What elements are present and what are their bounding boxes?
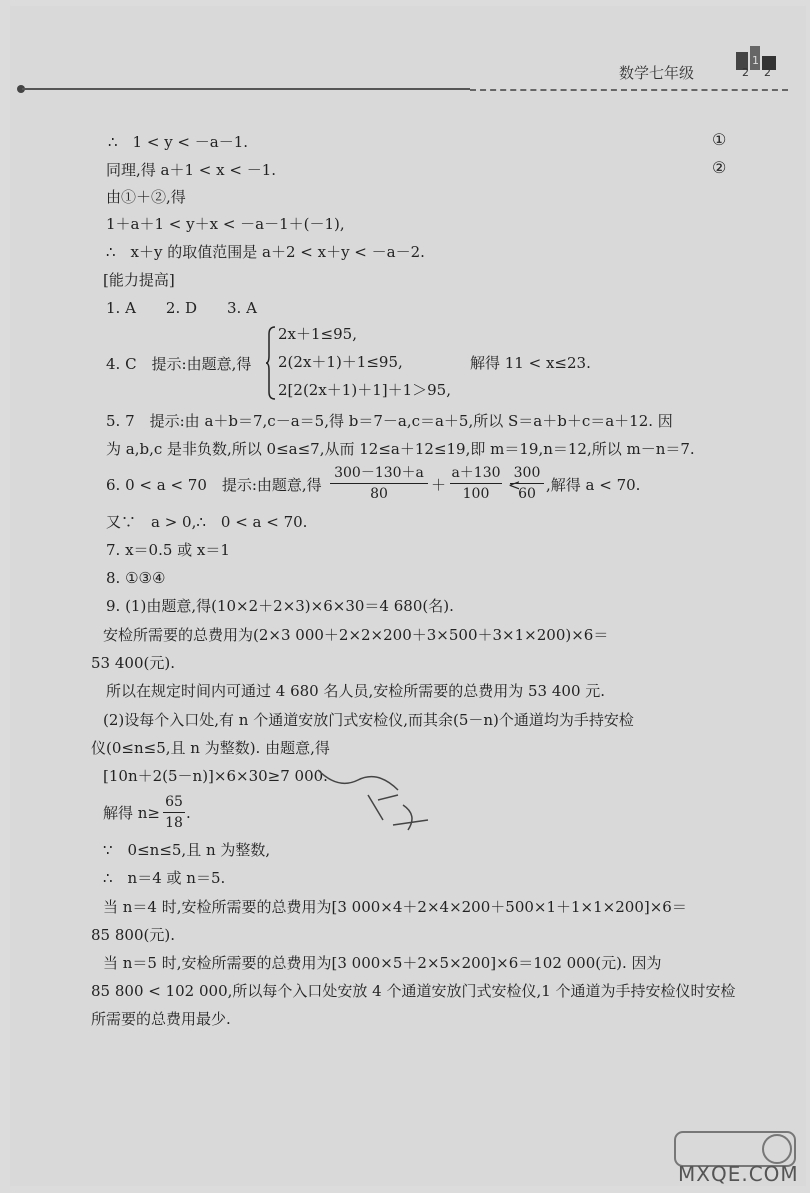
svg-text:1: 1 [752, 54, 759, 67]
q4-system-eq2: 2(2x＋1)＋1≤95, [278, 353, 403, 371]
q9-line: ∴ n＝4 或 n＝5. [103, 869, 226, 887]
header-logo-icon [734, 44, 782, 80]
header-title: 数学七年级 [619, 64, 695, 82]
solution-line: ∴ 1 < y < －a－1. [108, 133, 249, 151]
watermark-text: MXQE.COM [678, 1162, 799, 1186]
solution-line: 由①＋②,得 [106, 188, 186, 206]
q9-line: [10n＋2(5－n)]×6×30≥7 000. [103, 767, 328, 785]
header-rule [22, 88, 470, 90]
answers-1-3: 1. A 2. D 3. A [106, 299, 257, 317]
q4-prefix: 4. C 提示:由题意,得 [106, 355, 252, 373]
fraction-numerator: a＋130 [451, 465, 501, 481]
solution-line: 1＋a＋1 < y＋x < －a－1＋(－1), [106, 215, 345, 233]
fraction-bar [330, 483, 428, 484]
q6-fraction-1 [330, 464, 428, 503]
fraction-bar [163, 812, 185, 813]
q8-answer: 8. ①③④ [106, 569, 166, 587]
q9-line: 当 n＝4 时,安检所需要的总费用为[3 000×4＋2×4×200＋500×1＋1×1×200]×6＝ [103, 898, 687, 916]
q9-line: 所以在规定时间内可通过 4 680 名人员,安检所需要的总费用为 53 400 元. [106, 682, 606, 700]
q9-line: (2)设每个入口处,有 n 个通道安放门式安检仪,而其余(5－n)个通道均为手持安检 [103, 711, 634, 729]
header-dashed-rule [470, 89, 788, 91]
q6-prefix: 6. 0 < a < 70 提示:由题意,得 [106, 476, 322, 494]
q4-system-eq1: 2x＋1≤95, [278, 325, 357, 343]
fraction-denominator: 18 [165, 815, 183, 831]
q9-line: 9. (1)由题意,得(10×2＋2×3)×6×30＝4 680(名). [106, 597, 454, 615]
q9-line: 53 400(元). [91, 654, 175, 672]
q6-followup: 又∵ a > 0,∴ 0 < a < 70. [106, 513, 308, 531]
q6-fraction-2 [450, 464, 502, 503]
fraction-denominator: 60 [518, 486, 536, 502]
q9-line: 85 800 < 102 000,所以每个入口处安放 4 个通道安放门式安检仪,1 个通道为手持安检仪时安检 [91, 982, 736, 1000]
equation-mark-2: ② [712, 158, 727, 177]
q4-result: 解得 11 < x≤23. [470, 354, 591, 372]
q9-line: 85 800(元). [91, 926, 175, 944]
q6-suffix: ,解得 a < 70. [546, 476, 641, 494]
q4-system-eq3: 2[2(2x＋1)＋1]＋1＞95, [278, 381, 451, 399]
q9-line: 安检所需要的总费用为(2×3 000＋2×2×200＋3×500＋3×1×200)×6＝ [103, 626, 609, 644]
fraction-bar [510, 483, 544, 484]
q6-plus: ＋ [431, 476, 447, 494]
q7-answer: 7. x＝0.5 或 x＝1 [106, 541, 230, 559]
solution-line: ∴ x＋y 的取值范围是 a＋2 < x＋y < －a－2. [106, 243, 425, 261]
svg-text:2: 2 [742, 66, 749, 79]
q9-solve-suffix: . [186, 804, 191, 822]
q9-line: 所需要的总费用最少. [91, 1010, 231, 1028]
q9-fraction [163, 793, 185, 832]
q9-line: 当 n＝5 时,安检所需要的总费用为[3 000×5＋2×5×200]×6＝102 000(元). 因为 [103, 954, 662, 972]
fraction-numerator: 300 [513, 465, 541, 481]
fraction-bar [450, 483, 502, 484]
solution-line: 同理,得 a＋1 < x < －1. [106, 161, 277, 179]
fraction-numerator: 65 [165, 794, 183, 810]
q6-fraction-3 [510, 464, 544, 503]
fraction-denominator: 80 [370, 486, 388, 502]
q9-line: ∵ 0≤n≤5,且 n 为整数, [103, 841, 271, 859]
equation-mark-1: ① [712, 130, 727, 149]
fraction-numerator: 300－130＋a [334, 465, 424, 481]
q9-line: 仪(0≤n≤5,且 n 为整数). 由题意,得 [91, 739, 330, 757]
q9-solve-prefix: 解得 n≥ [103, 804, 160, 822]
system-brace [266, 326, 276, 400]
handwriting-scribble [308, 760, 448, 840]
q5-line: 5. 7 提示:由 a＋b＝7,c－a＝5,得 b＝7－a,c＝a＋5,所以 S＝a＋b＋c＝a＋12. 因 [106, 412, 673, 430]
fraction-denominator: 100 [462, 486, 490, 502]
q5-line: 为 a,b,c 是非负数,所以 0≤a≤7,从而 12≤a＋12≤19,即 m＝19,n＝12,所以 m－n＝7. [106, 440, 695, 458]
section-heading: [能力提高] [103, 271, 175, 289]
svg-text:2: 2 [764, 66, 771, 79]
q6-lt: < [508, 476, 521, 494]
